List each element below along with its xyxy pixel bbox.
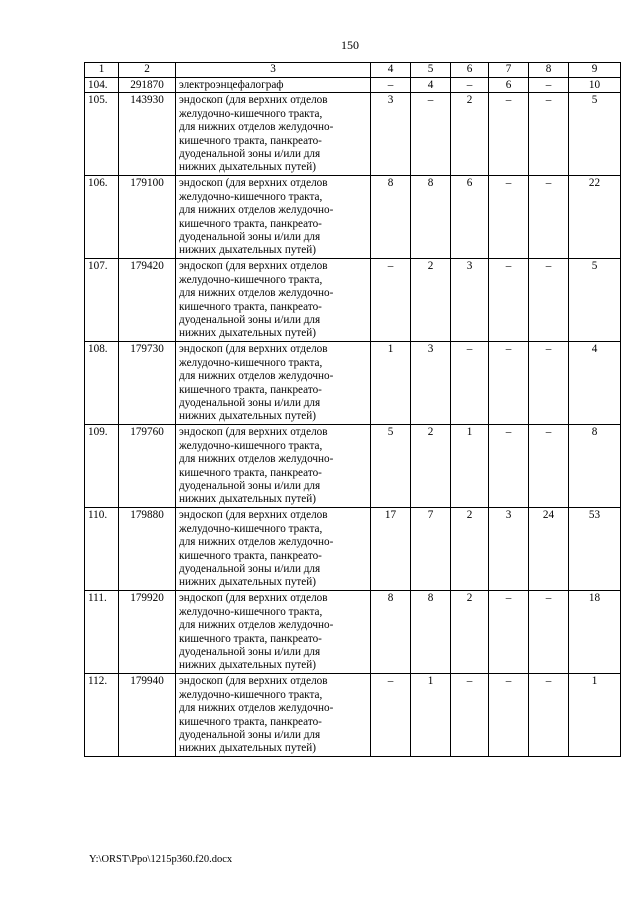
- value-cell-4: 1: [371, 342, 411, 425]
- value-cell-5: 7: [411, 508, 451, 591]
- code-cell: 179100: [119, 176, 176, 259]
- value-cell-7: –: [489, 259, 529, 342]
- value-cell-5: 1: [411, 674, 451, 757]
- value-cell-8: –: [529, 259, 569, 342]
- value-cell-4: –: [371, 259, 411, 342]
- column-header: 7: [489, 63, 529, 78]
- row-number-cell: 106.: [85, 176, 119, 259]
- value-cell-8: –: [529, 591, 569, 674]
- total-cell: 10: [569, 78, 621, 93]
- value-cell-4: –: [371, 78, 411, 93]
- value-cell-6: 2: [451, 508, 489, 591]
- value-cell-7: –: [489, 674, 529, 757]
- value-cell-5: 4: [411, 78, 451, 93]
- name-cell: эндоскоп (для верхних отделов желудочно-кишечного тракта, для нижних отделов желудочно- кишечного тракта, панкреато- дуоденальной зоны и/или для нижних дыхательных путей): [176, 508, 371, 591]
- value-cell-5: 8: [411, 176, 451, 259]
- name-cell: эндоскоп (для верхних отделов желудочно-кишечного тракта, для нижних отделов желудочно- кишечного тракта, панкреато- дуоденальной зоны и/или для нижних дыхательных путей): [176, 674, 371, 757]
- value-cell-5: 3: [411, 342, 451, 425]
- name-cell: эндоскоп (для верхних отделов желудочно-кишечного тракта, для нижних отделов желудочно- кишечного тракта, панкреато- дуоденальной зоны и/или для нижних дыхательных путей): [176, 342, 371, 425]
- row-number-cell: 105.: [85, 93, 119, 176]
- value-cell-5: 2: [411, 425, 451, 508]
- name-cell: эндоскоп (для верхних отделов желудочно-кишечного тракта, для нижних отделов желудочно- кишечного тракта, панкреато- дуоденальной зоны и/или для нижних дыхательных путей): [176, 591, 371, 674]
- value-cell-5: –: [411, 93, 451, 176]
- code-cell: 179730: [119, 342, 176, 425]
- name-cell: эндоскоп (для верхних отделов желудочно-кишечного тракта, для нижних отделов желудочно- кишечного тракта, панкреато- дуоденальной зоны и/или для нижних дыхательных путей): [176, 425, 371, 508]
- table-row: [85, 176, 621, 259]
- value-cell-7: –: [489, 591, 529, 674]
- column-header: 5: [411, 63, 451, 78]
- value-cell-4: 17: [371, 508, 411, 591]
- row-number-cell: 111.: [85, 591, 119, 674]
- code-cell: 143930: [119, 93, 176, 176]
- table-header-row: [85, 63, 621, 78]
- value-cell-8: –: [529, 78, 569, 93]
- value-cell-7: –: [489, 425, 529, 508]
- code-cell: 179760: [119, 425, 176, 508]
- value-cell-6: 3: [451, 259, 489, 342]
- value-cell-7: –: [489, 93, 529, 176]
- table-body: [85, 63, 621, 757]
- row-number-cell: 109.: [85, 425, 119, 508]
- table-row: [85, 93, 621, 176]
- value-cell-4: 5: [371, 425, 411, 508]
- column-header: 4: [371, 63, 411, 78]
- code-cell: 179880: [119, 508, 176, 591]
- value-cell-5: 2: [411, 259, 451, 342]
- code-cell: 179920: [119, 591, 176, 674]
- value-cell-8: –: [529, 93, 569, 176]
- code-cell: 179940: [119, 674, 176, 757]
- column-header: 2: [119, 63, 176, 78]
- row-number-cell: 110.: [85, 508, 119, 591]
- table-row: [85, 342, 621, 425]
- value-cell-6: 2: [451, 93, 489, 176]
- column-header: 1: [85, 63, 119, 78]
- value-cell-7: –: [489, 342, 529, 425]
- column-header: 6: [451, 63, 489, 78]
- value-cell-6: 6: [451, 176, 489, 259]
- equipment-table: [84, 62, 621, 757]
- value-cell-4: –: [371, 674, 411, 757]
- value-cell-6: –: [451, 78, 489, 93]
- table-row: [85, 78, 621, 93]
- value-cell-4: 8: [371, 176, 411, 259]
- value-cell-8: –: [529, 342, 569, 425]
- page-number: 150: [341, 38, 359, 52]
- name-cell: эндоскоп (для верхних отделов желудочно-кишечного тракта, для нижних отделов желудочно- кишечного тракта, панкреато- дуоденальной зоны и/или для нижних дыхательных путей): [176, 93, 371, 176]
- row-number-cell: 104.: [85, 78, 119, 93]
- name-cell: эндоскоп (для верхних отделов желудочно-кишечного тракта, для нижних отделов желудочно- кишечного тракта, панкреато- дуоденальной зоны и/или для нижних дыхательных путей): [176, 176, 371, 259]
- total-cell: 18: [569, 591, 621, 674]
- table-row: [85, 508, 621, 591]
- code-cell: 291870: [119, 78, 176, 93]
- total-cell: 5: [569, 93, 621, 176]
- value-cell-4: 3: [371, 93, 411, 176]
- total-cell: 22: [569, 176, 621, 259]
- table-row: [85, 591, 621, 674]
- table-row: [85, 259, 621, 342]
- footer-file-path: Y:\ORST\Ppo\1215p360.f20.docx: [89, 854, 233, 865]
- name-cell: эндоскоп (для верхних отделов желудочно-кишечного тракта, для нижних отделов желудочно- кишечного тракта, панкреато- дуоденальной зоны и/или для нижних дыхательных путей): [176, 259, 371, 342]
- value-cell-8: –: [529, 425, 569, 508]
- value-cell-7: 3: [489, 508, 529, 591]
- row-number-cell: 107.: [85, 259, 119, 342]
- value-cell-7: –: [489, 176, 529, 259]
- row-number-cell: 108.: [85, 342, 119, 425]
- column-header: 8: [529, 63, 569, 78]
- total-cell: 4: [569, 342, 621, 425]
- value-cell-5: 8: [411, 591, 451, 674]
- value-cell-6: 2: [451, 591, 489, 674]
- column-header: 9: [569, 63, 621, 78]
- table-row: [85, 425, 621, 508]
- table-row: [85, 674, 621, 757]
- column-header: 3: [176, 63, 371, 78]
- value-cell-8: 24: [529, 508, 569, 591]
- value-cell-7: 6: [489, 78, 529, 93]
- total-cell: 8: [569, 425, 621, 508]
- row-number-cell: 112.: [85, 674, 119, 757]
- total-cell: 5: [569, 259, 621, 342]
- value-cell-8: –: [529, 176, 569, 259]
- value-cell-8: –: [529, 674, 569, 757]
- code-cell: 179420: [119, 259, 176, 342]
- value-cell-6: –: [451, 674, 489, 757]
- value-cell-6: –: [451, 342, 489, 425]
- name-cell: электроэнцефалограф: [176, 78, 371, 93]
- total-cell: 1: [569, 674, 621, 757]
- value-cell-6: 1: [451, 425, 489, 508]
- total-cell: 53: [569, 508, 621, 591]
- value-cell-4: 8: [371, 591, 411, 674]
